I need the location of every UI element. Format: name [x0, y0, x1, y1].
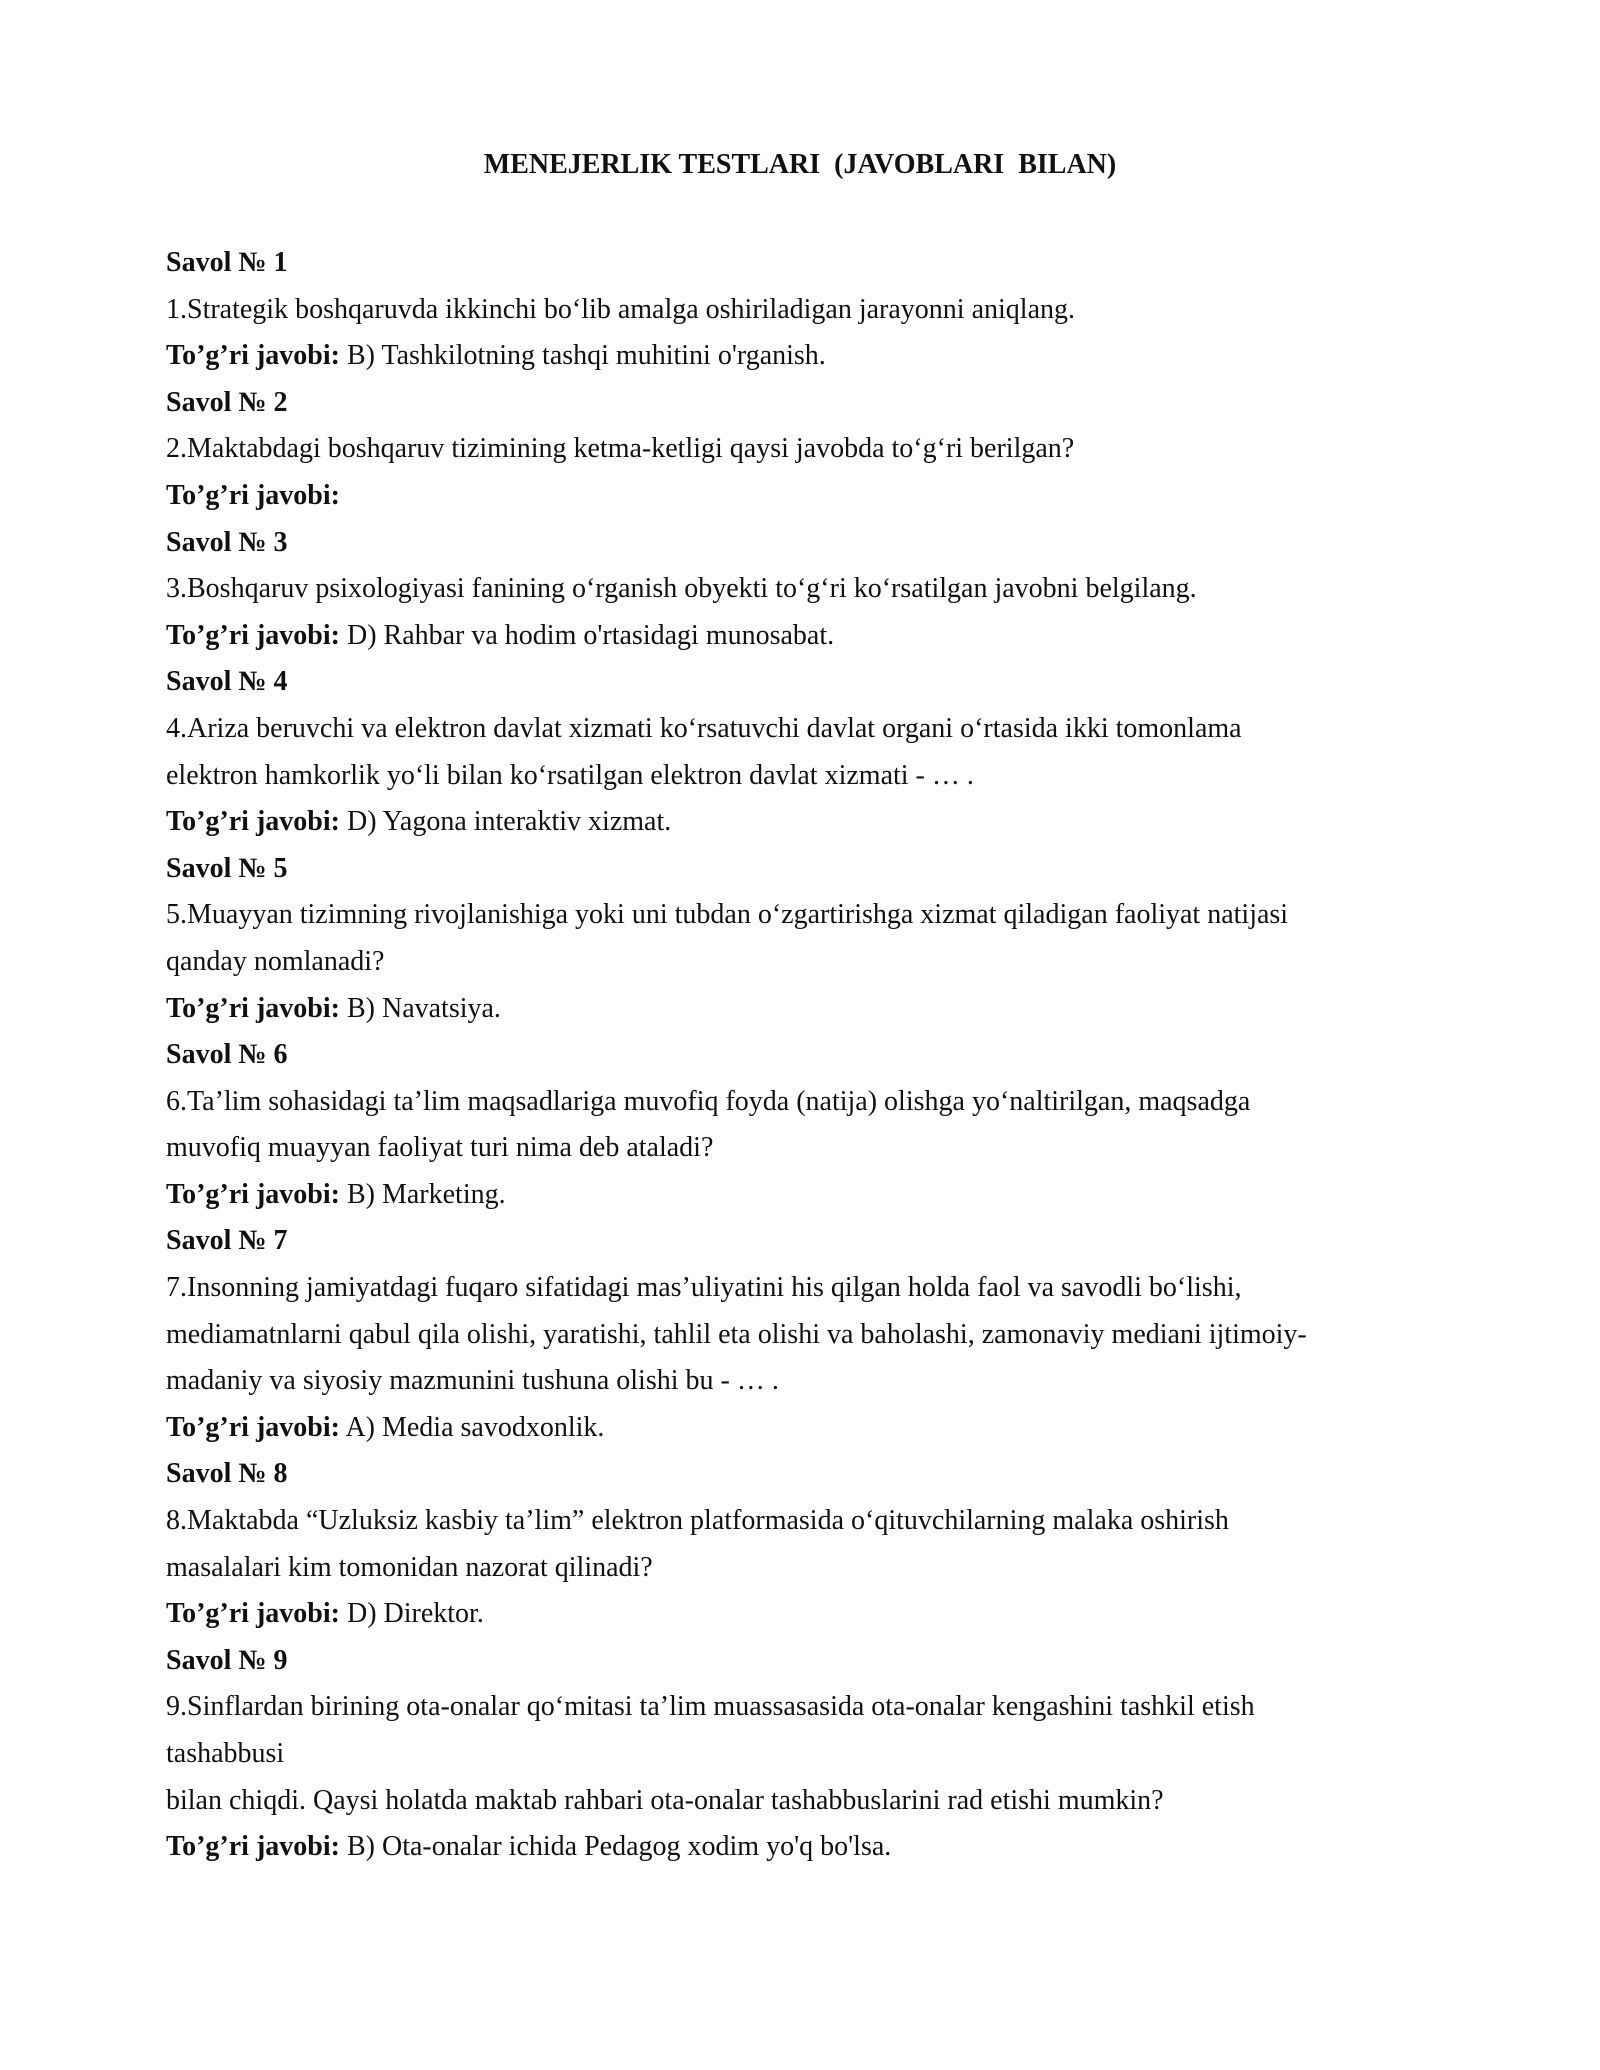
answer-line: [166, 1172, 1456, 1219]
question-heading: Savol № 1: [166, 247, 288, 278]
answer-value: A) Media savodxonlik.: [345, 1411, 605, 1443]
answer-label: To’g’ri javobi:: [166, 1598, 340, 1630]
answer-label: To’g’ri javobi:: [166, 992, 340, 1024]
question-block: [166, 1638, 1456, 1871]
question-text-line: qanday nomlanadi?: [166, 945, 385, 977]
answer-line: [166, 473, 1456, 520]
question-block: [166, 1032, 1456, 1218]
answer-value: D) Rahbar va hodim o'rtasidagi munosabat.: [346, 619, 835, 651]
question-block: [166, 1451, 1456, 1637]
question-heading: Savol № 4: [166, 666, 288, 698]
question-text-line: 9.Sinflardan birining ota-onalar qo‘mitasi ta’lim muassasasida ota-onalar kengashini tashkil etish: [166, 1691, 1255, 1723]
question-text-line: tashabbusi: [166, 1738, 285, 1769]
question-text-line: elektron hamkorlik yo‘li bilan ko‘rsatilgan elektron davlat xizmati - … .: [166, 759, 974, 791]
answer-label: To’g’ri javobi:: [166, 619, 340, 651]
answer-value: B) Marketing.: [346, 1178, 506, 1210]
question-block: [166, 240, 1456, 380]
question-heading: Savol № 5: [166, 852, 288, 884]
question-heading: Savol № 2: [166, 386, 288, 418]
answer-line: [166, 799, 1456, 846]
question-heading: Savol № 6: [166, 1039, 288, 1071]
question-text-line: mediamatnlarni qabul qila olishi, yaratishi, tahlil eta olishi va baholashi, zamonaviy mediani ijtimoiy-: [166, 1318, 1307, 1350]
question-text-line: 7.Insonning jamiyatdagi fuqaro sifatidagi mas’uliyatini his qilgan holda faol va savodli bo‘lishi,: [166, 1272, 1242, 1304]
answer-line: [166, 613, 1456, 660]
question-text-line: masalalari kim tomonidan nazorat qilinadi?: [166, 1551, 653, 1583]
answer-value: D) Direktor.: [346, 1598, 484, 1630]
question-text-line: 4.Ariza beruvchi va elektron davlat xizmati ko‘rsatuvchi davlat organi o‘rtasida ikki tomonlama: [166, 712, 1242, 744]
answer-label: To’g’ri javobi:: [166, 479, 340, 511]
answer-line: [166, 333, 1456, 380]
question-block: [166, 846, 1456, 1032]
question-text-line: bilan chiqdi. Qaysi holatda maktab rahbari ota-onalar tashabbuslarini rad etishi mumkin?: [166, 1784, 1164, 1816]
answer-value: B) Ota-onalar ichida Pedagog xodim yo'q bo'lsa.: [346, 1831, 892, 1863]
question-text-line: 5.Muayyan tizimning rivojlanishiga yoki uni tubdan o‘zgartirishga xizmat qiladigan faoliyat natijasi: [166, 899, 1289, 931]
answer-label: To’g’ri javobi:: [166, 1178, 340, 1210]
question-text-line: 2.Maktabdagi boshqaruv tizimining ketma-ketligi qaysi javobda to‘g‘ri berilgan?: [166, 433, 1075, 465]
answer-label: To’g’ri javobi:: [166, 340, 340, 372]
question-text-line: 8.Maktabda “Uzluksiz kasbiy ta’lim” elektron platformasida o‘qituvchilarning malaka oshirish: [166, 1505, 1229, 1537]
question-text-line: madaniy va siyosiy mazmunini tushuna olishi bu - … .: [166, 1365, 779, 1397]
question-block: [166, 380, 1456, 520]
answer-label: To’g’ri javobi:: [166, 1411, 340, 1443]
question-heading: Savol № 3: [166, 526, 288, 558]
answer-label: To’g’ri javobi:: [166, 1831, 340, 1863]
answer-line: [166, 986, 1456, 1033]
answer-label: To’g’ri javobi:: [166, 806, 340, 838]
answer-line: [166, 1405, 1456, 1452]
answer-line: [166, 1824, 1456, 1871]
question-text-line: 3.Boshqaruv psixologiyasi fanining o‘rganish obyekti to‘g‘ri ko‘rsatilgan javobni belgilang.: [166, 573, 1197, 605]
question-heading: Savol № 7: [166, 1225, 288, 1257]
question-block: [166, 659, 1456, 845]
question-text-line: muvofiq muayyan faoliyat turi nima deb ataladi?: [166, 1132, 714, 1164]
answer-value: D) Yagona interaktiv xizmat.: [346, 806, 672, 838]
question-heading: Savol № 9: [166, 1644, 288, 1676]
question-heading: Savol № 8: [166, 1458, 288, 1490]
question-block: [166, 1218, 1456, 1451]
answer-line: [166, 1591, 1456, 1638]
document-title: MENEJERLIK TESTLARI (JAVOBLARI BILAN): [483, 149, 1117, 180]
answer-value: B) Tashkilotning tashqi muhitini o'rganish.: [346, 340, 826, 372]
question-text-line: 6.Ta’lim sohasidagi ta’lim maqsadlariga muvofiq foyda (natija) olishga yo‘naltirilgan, maqsadga: [166, 1085, 1251, 1117]
question-list: [166, 240, 1456, 1871]
answer-value: B) Navatsiya.: [346, 992, 501, 1024]
question-block: [166, 520, 1456, 660]
question-text-line: 1.Strategik boshqaruvda ikkinchi bo‘lib amalga oshiriladigan jarayonni aniqlang.: [166, 293, 1076, 325]
